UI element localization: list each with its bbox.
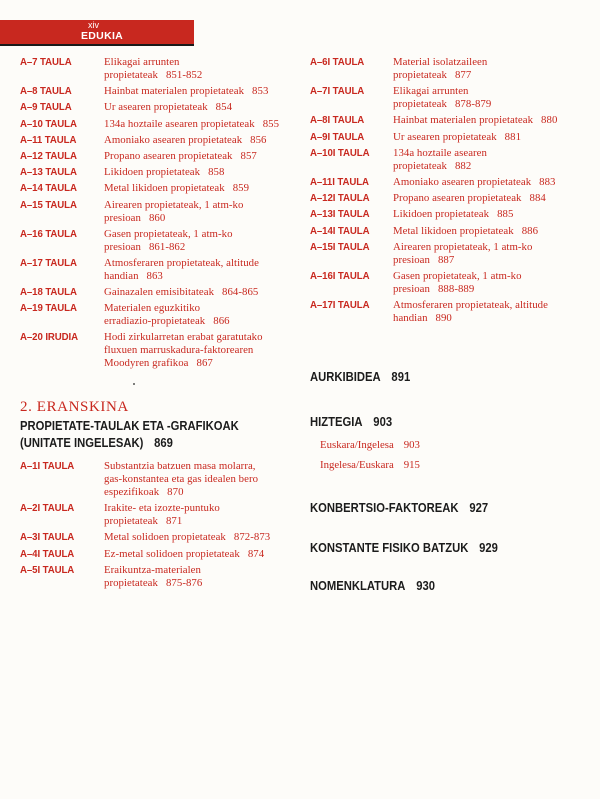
toc-entry-line: propietateak (393, 159, 447, 172)
section-hiztegia[interactable]: HIZTEGIA 903 (310, 415, 393, 429)
toc-entry-page: 859 (232, 182, 250, 195)
subsection-ingelesa-euskara[interactable]: Ingelesa/Euskara 915 (320, 459, 420, 471)
toc-entry-label: A–19 TAULA (20, 302, 77, 315)
toc-entry-description (393, 85, 595, 111)
toc-entry-label: A–15 TAULA (20, 198, 77, 211)
toc-entry-page: 851-852 (165, 69, 203, 81)
toc-entry[interactable] (20, 531, 290, 544)
toc-entry-label: A–2I TAULA (20, 502, 75, 515)
toc-entry-page: 867 (196, 357, 213, 370)
toc-entry-page: 857 (240, 149, 257, 162)
toc-entry-page: 877 (454, 69, 472, 81)
toc-entry-line: Elikagai arrunten (104, 56, 180, 68)
toc-entry-line: 134a hoztaile asearen propietateak (104, 117, 255, 130)
toc-entry[interactable] (20, 101, 290, 114)
toc-entry-line: Propano asearen propietateak (393, 192, 522, 205)
toc-entry-line: propietateak (393, 69, 447, 81)
toc-entry-label: A–7I TAULA (310, 85, 365, 98)
toc-entry-page: 860 (148, 211, 166, 224)
toc-entry-description (104, 286, 290, 299)
section-nomenklatura[interactable]: NOMENKLATURA 930 (310, 579, 435, 593)
appendix-title (20, 418, 239, 452)
toc-entry-page: 880 (541, 114, 558, 127)
toc-entry[interactable] (20, 182, 290, 195)
toc-entry-description (104, 134, 290, 147)
toc-entry-page: 855 (262, 117, 280, 130)
toc-entry-description (104, 460, 290, 499)
toc-entry-line: presioan (393, 253, 430, 266)
toc-entry-description (104, 56, 290, 82)
toc-entry-label: A–16I TAULA (310, 269, 370, 282)
toc-entry-description (104, 118, 290, 131)
toc-entry[interactable] (20, 460, 290, 499)
toc-entry-page: 881 (504, 130, 522, 143)
toc-entry-description (104, 548, 290, 561)
toc-entry-line: Airearen propietateak, 1 atm-ko (393, 240, 533, 253)
toc-entry-page: 875-876 (165, 576, 203, 589)
toc-entry[interactable] (310, 241, 595, 267)
toc-entry-label: A–16 TAULA (20, 227, 77, 240)
toc-entry[interactable] (20, 228, 290, 254)
toc-entry-label: A–12 TAULA (20, 149, 77, 162)
toc-entry-label: A–4I TAULA (20, 547, 75, 560)
toc-entry-description (104, 166, 290, 179)
toc-entry-label: A–8I TAULA (310, 114, 365, 127)
toc-entry-line: Hodi zirkularretan erabat garatutako (104, 331, 263, 344)
appendix-title-line2: (UNITATE INGELESAK) 869 (20, 436, 173, 450)
toc-entry-description (393, 192, 595, 205)
toc-entry-label: A–12I TAULA (310, 192, 370, 205)
toc-entry-line: Atmosferaren propietateak, altitude (104, 256, 259, 269)
toc-entry-description (393, 299, 595, 325)
toc-entry-page: 853 (252, 85, 269, 98)
toc-entry-label: A–11 TAULA (20, 133, 77, 146)
toc-entry[interactable] (310, 299, 595, 325)
header-title: EDUKIA (81, 30, 124, 42)
toc-entry-label: A–18 TAULA (20, 286, 77, 299)
page-header (0, 20, 194, 46)
toc-entry-label: A–13I TAULA (310, 208, 370, 221)
toc-entry-page: 866 (213, 315, 230, 328)
toc-entry-line: Gasen propietateak, 1 atm-ko (104, 227, 233, 240)
toc-entry-line: erradiazio-propietateak (104, 315, 206, 328)
left-toc-column (20, 56, 290, 374)
toc-entry-page: 874 (247, 547, 265, 560)
toc-entry-page: 883 (539, 175, 556, 188)
toc-entry-description (393, 241, 595, 267)
toc-entry-description (393, 56, 595, 82)
toc-entry-line: presioan (104, 211, 141, 224)
toc-entry-line: Materialen eguzkitiko (104, 302, 201, 315)
toc-entry[interactable] (310, 192, 595, 205)
toc-entry-line: gas-konstantea eta gas idealen bero (104, 473, 259, 485)
toc-entry[interactable] (310, 85, 595, 111)
toc-entry-label: A–1I TAULA (20, 460, 75, 472)
stray-dot (133, 383, 135, 385)
toc-entry-label: A–17I TAULA (310, 299, 370, 312)
toc-entry[interactable] (310, 270, 595, 296)
toc-entry[interactable] (20, 548, 290, 561)
toc-entry-line: Amoniako asearen propietateak (393, 175, 532, 188)
toc-entry-line: Irakite- eta izozte-puntuko (104, 502, 220, 515)
toc-entry-line: Airearen propietateak, 1 atm-ko (104, 198, 244, 211)
toc-entry[interactable] (20, 331, 290, 370)
toc-entry-line: Ez-metal solidoen propietateak (104, 547, 240, 560)
toc-entry-page: 870 (167, 486, 184, 498)
toc-entry-page: 864-865 (222, 286, 259, 299)
right-toc-column (310, 56, 595, 328)
page-number: xiv (88, 20, 99, 30)
toc-entry-label: A–6I TAULA (310, 56, 365, 68)
toc-entry-description (104, 101, 290, 114)
toc-entry-description (393, 114, 595, 127)
toc-entry-description (104, 199, 290, 225)
toc-entry-label: A–17 TAULA (20, 256, 77, 269)
toc-entry-line: Likidoen propietateak (393, 208, 490, 221)
toc-entry[interactable] (310, 225, 595, 238)
appendix-page: 869 (154, 436, 173, 450)
toc-entry[interactable] (20, 56, 290, 82)
toc-entry[interactable] (20, 502, 290, 528)
toc-entry-line: Metal likidoen propietateak (393, 224, 514, 237)
toc-entry-page: 861-862 (148, 240, 186, 253)
toc-entry-line: Metal solidoen propietateak (104, 531, 226, 544)
toc-entry-line: Gainazalen emisibitateak (104, 286, 215, 299)
section-konbertsio-faktoreak[interactable]: KONBERTSIO-FAKTOREAK 927 (310, 501, 489, 515)
toc-entry-page: 856 (250, 133, 267, 146)
section-aurkibidea[interactable]: AURKIBIDEA 891 (310, 370, 411, 384)
toc-entry-line: handian (393, 312, 428, 325)
toc-entry-label: A–14I TAULA (310, 224, 370, 237)
toc-entry-label: A–11I TAULA (310, 175, 369, 188)
toc-entry-label: A–9 TAULA (20, 101, 72, 114)
toc-entry-page: 886 (521, 224, 539, 237)
toc-entry-description (104, 228, 290, 254)
toc-entry-page: 863 (146, 269, 163, 282)
toc-entry-line: propietateak (104, 576, 158, 589)
toc-entry-line: espezifikoak (104, 486, 160, 498)
toc-entry-label: A–3I TAULA (20, 531, 75, 544)
toc-entry-page: 858 (208, 166, 225, 179)
toc-entry-description (104, 502, 290, 528)
toc-entry-description (393, 147, 595, 173)
toc-entry[interactable] (20, 257, 290, 283)
toc-entry-description (393, 131, 595, 144)
toc-entry[interactable] (310, 208, 595, 221)
toc-entry-description (104, 182, 290, 195)
toc-entry[interactable] (20, 199, 290, 225)
toc-entry-label: A–8 TAULA (20, 85, 72, 98)
toc-entry-page: 878-879 (454, 98, 492, 111)
toc-entry-description (104, 257, 290, 283)
toc-entry-label: A–5I TAULA (20, 563, 75, 576)
toc-entry-page: 871 (165, 515, 183, 528)
toc-entry-line: presioan (393, 282, 430, 295)
toc-entry-description (104, 302, 290, 328)
toc-entry-line: Material isolatzaileen (393, 56, 488, 68)
toc-entry-line: Likidoen propietateak (104, 166, 201, 179)
toc-entry-label: A–10I TAULA (310, 146, 370, 159)
toc-entry-line: Hainbat materialen propietateak (393, 114, 534, 127)
toc-entry-line: Ur asearen propietateak (104, 101, 208, 114)
toc-entry-description (104, 531, 290, 544)
toc-entry[interactable] (20, 166, 290, 179)
toc-entry-line: Moodyren grafikoa (104, 357, 189, 370)
toc-entry-line: Hainbat materialen propietateak (104, 85, 245, 98)
toc-entry-line: propietateak (104, 69, 158, 81)
toc-entry-line: Elikagai arrunten (393, 85, 469, 98)
toc-entry-page: 888-889 (437, 282, 475, 295)
toc-entry-line: propietateak (104, 515, 158, 528)
section-konstante-fisiko[interactable]: KONSTANTE FISIKO BATZUK 929 (310, 541, 498, 555)
toc-entry-page: 885 (497, 208, 514, 221)
toc-entry-line: fluxuen marruskadura-faktorearen (104, 344, 254, 357)
toc-entry[interactable] (20, 286, 290, 299)
toc-entry[interactable] (310, 176, 595, 189)
toc-entry[interactable] (310, 131, 595, 144)
toc-entry-label: A–14 TAULA (20, 182, 77, 195)
toc-entry-description (393, 176, 595, 189)
toc-entry-page: 882 (454, 159, 472, 172)
toc-entry-description (393, 208, 595, 221)
toc-entry-line: Eraikuntza-materialen (104, 563, 201, 576)
toc-entry[interactable] (310, 114, 595, 127)
toc-entry-description (104, 331, 290, 370)
toc-entry-line: 134a hoztaile asearen (393, 146, 487, 159)
toc-entry-description (393, 225, 595, 238)
toc-entry-line: handian (104, 269, 139, 282)
subsection-euskara-ingelesa[interactable]: Euskara/Ingelesa 903 (320, 439, 420, 451)
toc-entry[interactable] (20, 302, 290, 328)
toc-entry-description (393, 270, 595, 296)
toc-entry-line: presioan (104, 240, 141, 253)
appendix-heading: 2. ERANSKINA (20, 399, 129, 415)
toc-entry[interactable] (20, 85, 290, 98)
appendix-toc-column (20, 460, 290, 593)
toc-entry-line: Substantzia batzuen masa molarra, (104, 460, 256, 472)
toc-entry-description (104, 564, 290, 590)
toc-entry[interactable] (20, 134, 290, 147)
toc-entry-page: 887 (437, 253, 455, 266)
toc-entry-line: Atmosferaren propietateak, altitude (393, 299, 548, 312)
toc-entry-line: Amoniako asearen propietateak (104, 133, 243, 146)
toc-entry-page: 854 (215, 101, 233, 114)
toc-entry-label: A–20 IRUDIA (20, 331, 79, 344)
toc-entry-label: A–7 TAULA (20, 56, 72, 68)
toc-entry-line: Metal likidoen propietateak (104, 182, 225, 195)
toc-entry-page: 872-873 (233, 531, 271, 544)
toc-entry[interactable] (310, 147, 595, 173)
toc-entry[interactable] (20, 564, 290, 590)
toc-entry-line: Propano asearen propietateak (104, 149, 233, 162)
toc-entry-description (104, 150, 290, 163)
toc-entry-label: A–10 TAULA (20, 117, 77, 130)
toc-entry-label: A–13 TAULA (20, 166, 77, 179)
toc-entry-line: propietateak (393, 98, 447, 111)
toc-entry-label: A–9I TAULA (310, 130, 365, 143)
toc-entry-page: 884 (529, 192, 546, 205)
toc-entry[interactable] (310, 56, 595, 82)
toc-entry-line: Ur asearen propietateak (393, 130, 497, 143)
toc-entry[interactable] (20, 118, 290, 131)
toc-entry[interactable] (20, 150, 290, 163)
toc-entry-page: 890 (435, 312, 452, 325)
appendix-title-line1: PROPIETATE-TAULAK ETA -GRAFIKOAK (20, 419, 239, 433)
toc-entry-line: Gasen propietateak, 1 atm-ko (393, 269, 522, 282)
toc-entry-label: A–15I TAULA (310, 240, 370, 253)
toc-entry-description (104, 85, 290, 98)
